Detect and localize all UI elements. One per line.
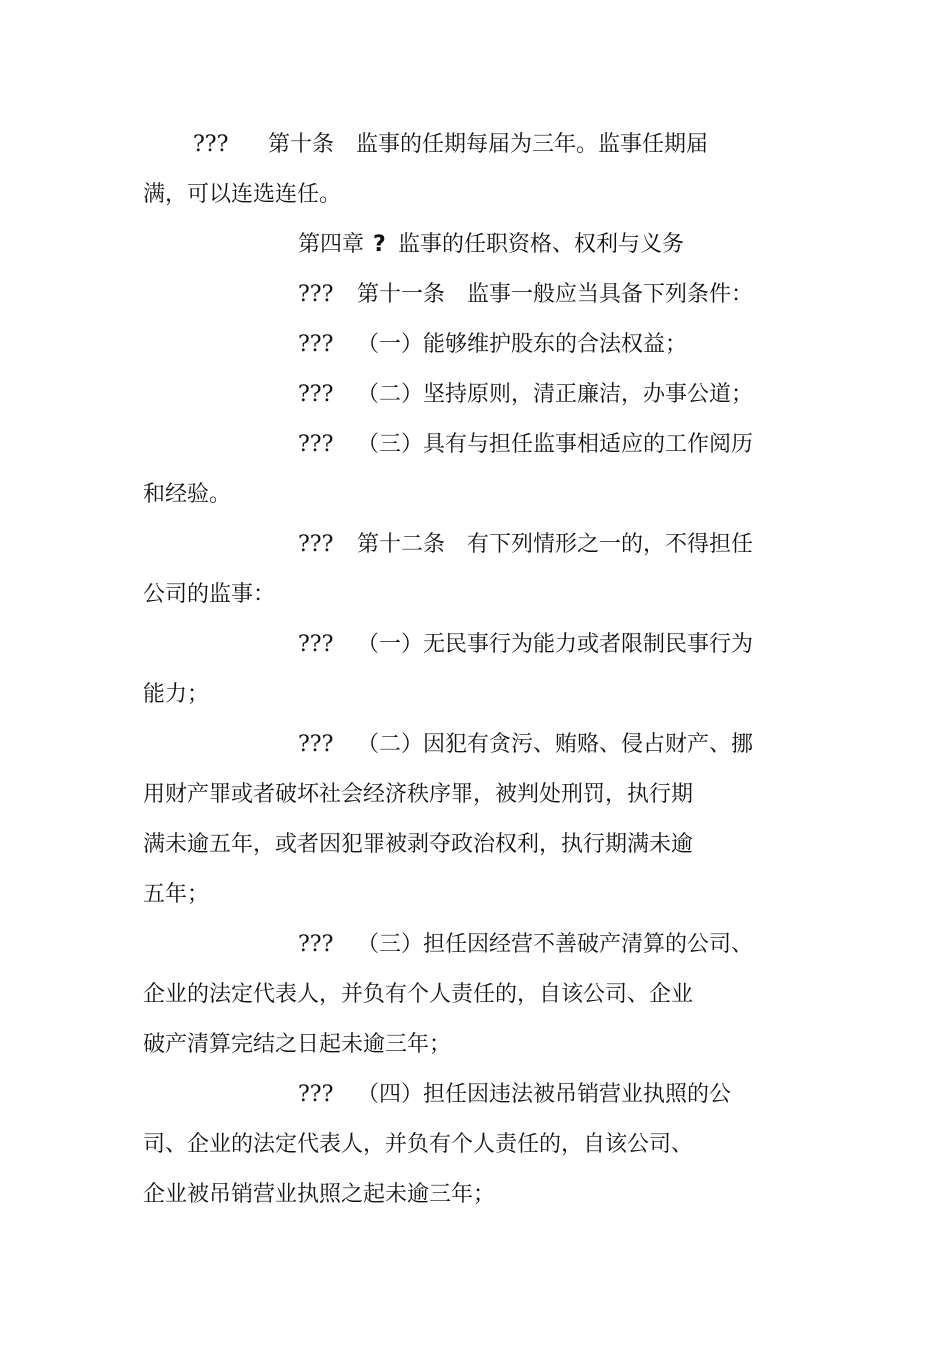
line-marker: ??? <box>298 932 334 957</box>
line-text: 满，可以连选连任。 <box>143 182 342 207</box>
line-marker: ??? <box>193 132 229 157</box>
line-text: （一）能够维护股东的合法权益； <box>357 332 688 357</box>
line-text: 破产清算完结之日起未逾三年； <box>143 1032 452 1057</box>
line-marker: ??? <box>298 532 334 557</box>
chapter-title: 监事的任职资格、权利与义务 <box>398 232 685 257</box>
line-text: （四）担任因违法被吊销营业执照的公 <box>357 1082 732 1107</box>
line-text: 公司的监事： <box>143 582 276 607</box>
line-marker: ??? <box>298 632 334 657</box>
line-text: 能力； <box>143 682 210 707</box>
line-marker: ??? <box>298 282 334 307</box>
line-text: 满未逾五年，或者因犯罪被剥夺政治权利，执行期满未逾 <box>143 832 694 857</box>
line-text: （二）因犯有贪污、贿赂、侵占财产、挪 <box>357 732 754 757</box>
line-marker: ??? <box>298 332 334 357</box>
line-text: 用财产罪或者破坏社会经济秩序罪，被判处刑罚，执行期 <box>143 782 694 807</box>
line-marker: ??? <box>298 1082 334 1107</box>
line-text: （一）无民事行为能力或者限制民事行为 <box>357 632 754 657</box>
line-text: 司、企业的法定代表人，并负有个人责任的，自该公司、 <box>143 1132 694 1157</box>
line-text: 和经验。 <box>143 482 232 507</box>
line-text: 企业被吊销营业执照之起未逾三年； <box>143 1182 496 1207</box>
line-marker: ??? <box>298 732 334 757</box>
line-text: 第十一条 监事一般应当具备下列条件： <box>357 282 754 307</box>
line-text: 五年； <box>143 882 210 907</box>
line-text: 第十二条 有下列情形之一的，不得担任 <box>357 532 754 557</box>
line-text: 第十条 监事的任期每届为三年。监事任期届 <box>268 132 709 157</box>
line-text: （三）担任因经营不善破产清算的公司、 <box>357 932 754 957</box>
line-marker: ??? <box>298 432 334 457</box>
line-text: （三）具有与担任监事相适应的工作阅历 <box>357 432 754 457</box>
chapter-number: 第四章 <box>298 232 365 257</box>
line-text: （二）坚持原则，清正廉洁，办事公道； <box>357 382 754 407</box>
line-marker: ??? <box>298 382 334 407</box>
line-text: 企业的法定代表人，并负有个人责任的，自该公司、企业 <box>143 982 694 1007</box>
chapter-qmark: ? <box>373 232 386 257</box>
